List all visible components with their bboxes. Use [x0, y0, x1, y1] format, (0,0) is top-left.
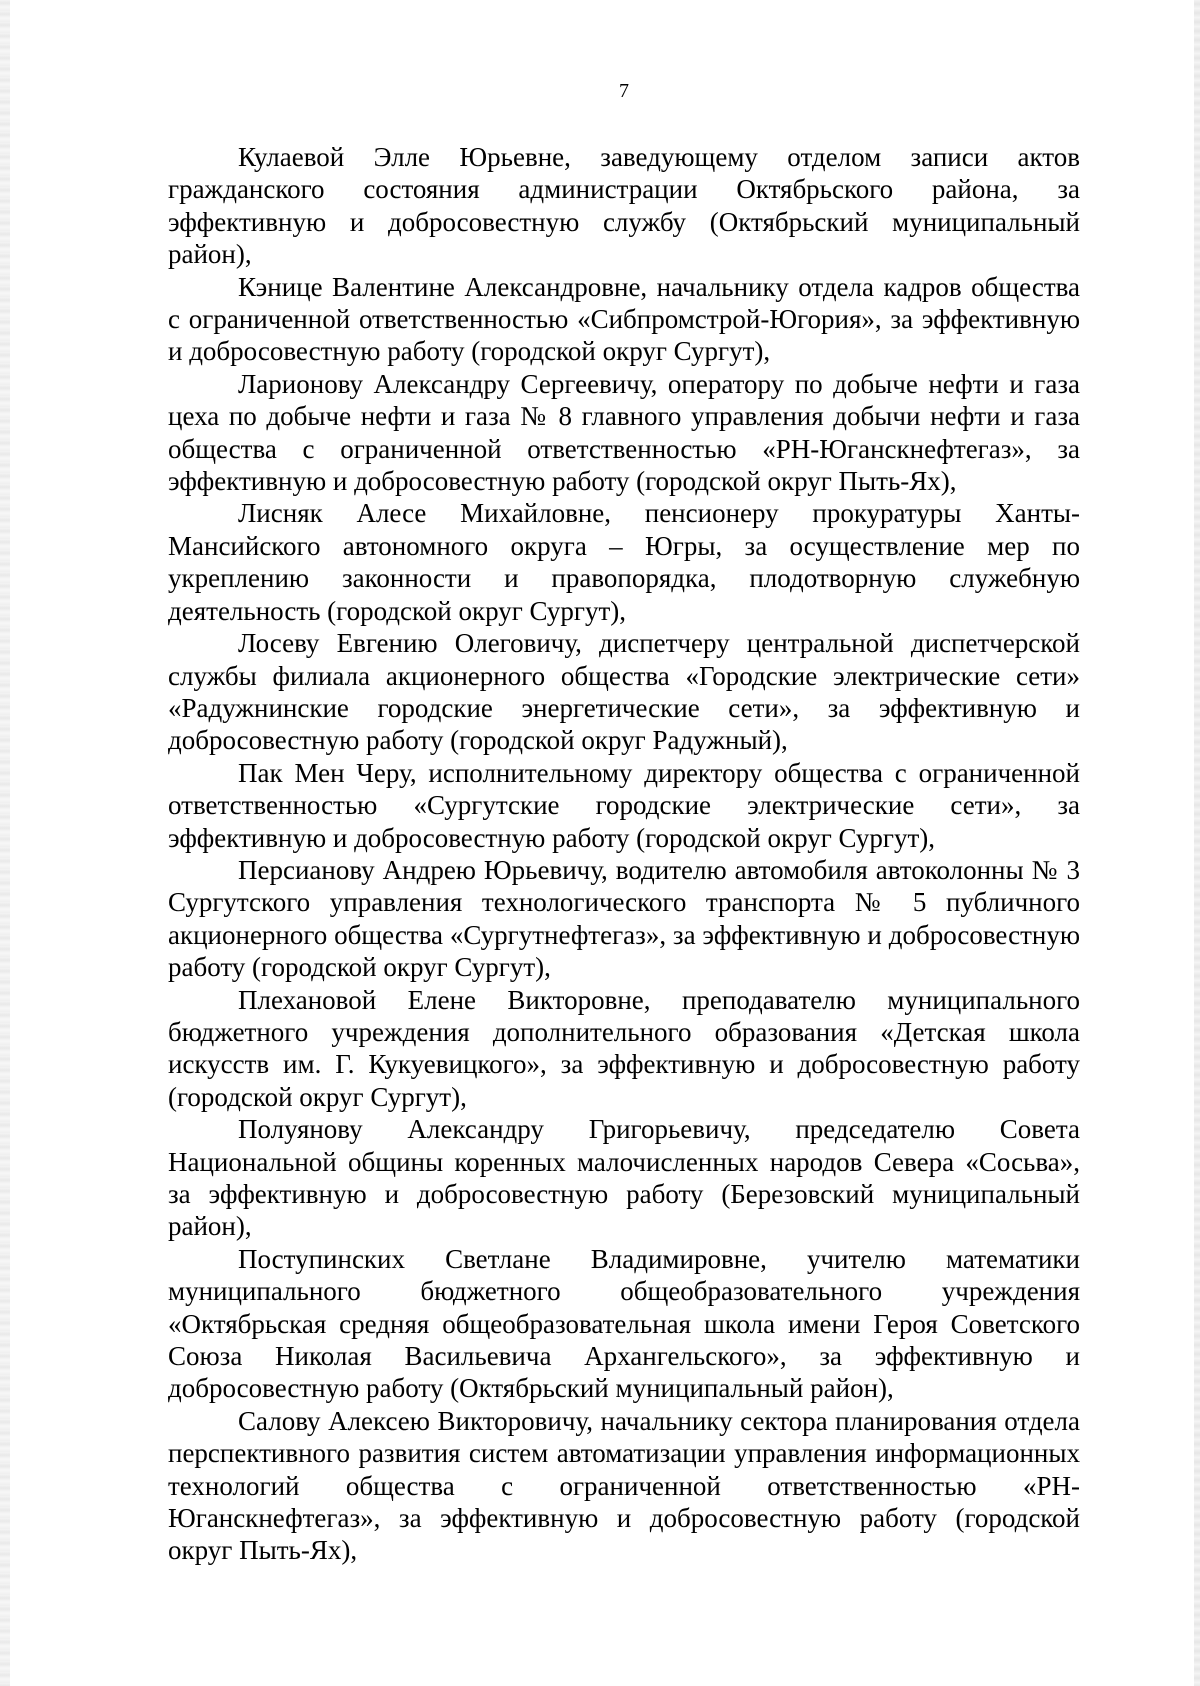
award-entry-postupinskikh: Поступинских Светлане Владимировне, учителю математики муниципального бюджетного общеобразовательного учреждения «Октябрьская средняя общеобразовательная школа имени Героя Советского Союза Николая Васильевича Архангельского», за эффективную и добросовестную работу (Октябрьский муниципальный район),: [168, 1243, 1080, 1404]
scan-edge-left: [0, 0, 10, 1686]
scan-edge-right: [1194, 0, 1200, 1686]
award-entry-kenitse: Кэнице Валентине Александровне, начальнику отдела кадров общества с ограниченной ответственностью «Сибпромстрой-Югория», за эффективную и добросовестную работу (городской округ Сургут),: [168, 271, 1080, 367]
award-entry-pak: Пак Мен Черу, исполнительному директору общества с ограниченной ответственностью «Сургутские городские электрические сети», за эффективную и добросовестную работу (городской округ Сургут),: [168, 757, 1080, 853]
award-entry-persianov: Персианову Андрею Юрьевичу, водителю автомобиля автоколонны № 3 Сургутского управления технологического транспорта № 5 публичного акционерного общества «Сургутнефтегаз», за эффективную и добросовестную работу (городской округ Сургут),: [168, 854, 1080, 983]
award-entry-poluyanov: Полуянову Александру Григорьевичу, председателю Совета Национальной общины коренных малочисленных народов Севера «Сосьва», за эффективную и добросовестную работу (Березовский муниципальный район),: [168, 1114, 1080, 1242]
award-entry-lisnyak: Лисняк Алесе Михайловне, пенсионеру прокуратуры Ханты-Мансийского автономного округа – Югры, за осуществление мер по укреплению законности и правопорядка, плодотворную служебную деятельность (городской округ Сургут),: [168, 498, 1080, 626]
award-entry-larionov: Ларионову Александру Сергеевичу, оператору по добыче нефти и газа цеха по добыче нефти и газа № 8 главного управления добычи нефти и газа общества с ограниченной ответственностью «РН-Юганскнефтегаз», за эффективную и добросовестную работу (городской округ Пыть-Ях),: [168, 368, 1080, 497]
award-entry-salov: Салову Алексею Викторовичу, начальнику сектора планирования отдела перспективного развития систем автоматизации управления информационных технологий общества с ограниченной ответственностью «РН-Юганскнефтегаз», за эффективную и добросовестную работу (городской округ Пыть-Ях),: [168, 1405, 1080, 1566]
award-entry-kulaeva: Кулаевой Элле Юрьевне, заведующему отделом записи актов гражданского состояния администрации Октябрьского района, за эффективную и добросовестную службу (Октябрьский муниципальный район),: [168, 142, 1080, 270]
award-entry-plekhanova: Плехановой Елене Викторовне, преподавателю муниципального бюджетного учреждения дополнительного образования «Детская школа искусств им. Г. Кукуевицкого», за эффективную и добросовестную работу (городской округ Сургут),: [168, 984, 1080, 1112]
document-body: [168, 141, 1080, 1567]
page-number: 7: [619, 80, 629, 102]
award-entry-losev: Лосеву Евгению Олеговичу, диспетчеру центральной диспетчерской службы филиала акционерного общества «Городские электрические сети» «Радужнинские городские энергетические сети», за эффективную и добросовестную работу (городской округ Радужный),: [168, 628, 1080, 756]
